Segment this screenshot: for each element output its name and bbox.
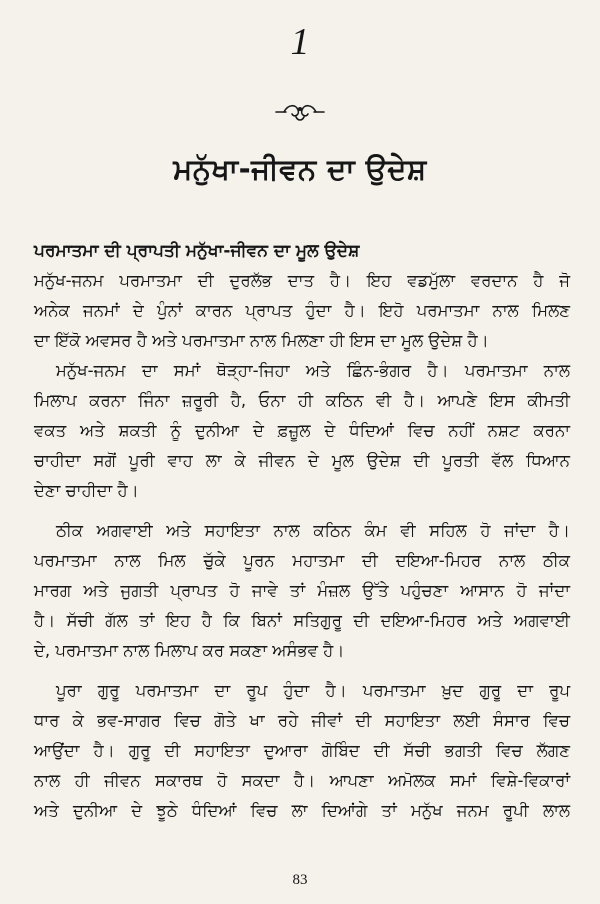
text-line: ਪਰਮਾਤਮਾ ਨਾਲ ਮਿਲ ਚੁੱਕੇ ਪੂਰਨ ਮਹਾਤਮਾ ਦੀ ਦਇਆ-ਮਿਹਰ ਨਾਲ ਠੀਕ	[34, 551, 570, 570]
text-line: ਠੀਕ ਅਗਵਾਈ ਅਤੇ ਸਹਾਇਤਾ ਨਾਲ ਕਠਿਨ ਕੰਮ ਵੀ ਸਹਿਲ ਹੋ ਜਾਂਦਾ ਹੈ।	[56, 521, 570, 540]
text-line: ਮਨੁੱਖ-ਜਨਮ ਪਰਮਾਤਮਾ ਦੀ ਦੁਰਲੱਭ ਦਾਤ ਹੈ। ਇਹ ਵਡਮੁੱਲਾ ਵਰਦਾਨ ਹੈ ਜੋ	[34, 271, 570, 290]
text-line: ਮਿਲਾਪ ਕਰਨਾ ਜਿੰਨਾ ਜ਼ਰੂਰੀ ਹੈ, ਓਨਾ ਹੀ ਕਠਿਨ ਵੀ ਹੈ। ਆਪਣੇ ਇਸ ਕੀਮਤੀ	[34, 391, 570, 410]
text-line: ਵਕਤ ਅਤੇ ਸ਼ਕਤੀ ਨੂੰ ਦੁਨੀਆ ਦੇ ਫ਼ਜ਼ੂਲ ਦੇ ਧੰਦਿਆਂ ਵਿਚ ਨਹੀਂ ਨਸ਼ਟ ਕਰਨਾ	[34, 421, 570, 440]
text-line: ਅਨੇਕ ਜਨਮਾਂ ਦੇ ਪੁੰਨਾਂ ਕਾਰਨ ਪ੍ਰਾਪਤ ਹੁੰਦਾ ਹੈ। ਇਹੋ ਪਰਮਾਤਮਾ ਨਾਲ ਮਿਲਣ	[34, 301, 570, 320]
text-line: ਨਾਲ ਹੀ ਜੀਵਨ ਸਕਾਰਥ ਹੋ ਸਕਦਾ ਹੈ। ਆਪਣਾ ਅਮੋਲਕ ਸਮਾਂ ਵਿਸ਼ੇ-ਵਿਕਾਰਾਂ	[34, 771, 570, 790]
text-line: ਅਤੇ ਦੁਨੀਆ ਦੇ ਝੂਠੇ ਧੰਦਿਆਂ ਵਿਚ ਲਾ ਦਿਆਂਗੇ ਤਾਂ ਮਨੁੱਖ ਜਨਮ ਰੂਪੀ ਲਾਲ	[34, 801, 570, 820]
chapter-title: ਮਨੁੱਖਾ-ਜੀਵਨ ਦਾ ਉਦੇਸ਼	[173, 152, 427, 186]
text-line: ਮਨੁੱਖ-ਜਨਮ ਦਾ ਸਮਾਂ ਥੋੜ੍ਹਾ-ਜਿਹਾ ਅਤੇ ਛਿੰਨ-ਭੰਗਰ ਹੈ। ਪਰਮਾਤਮਾ ਨਾਲ	[56, 361, 570, 380]
chapter-number: 1	[290, 21, 310, 63]
text-line: ਧਾਰ ਕੇ ਭਵ-ਸਾਗਰ ਵਿਚ ਗੋਤੇ ਖਾ ਰਹੇ ਜੀਵਾਂ ਦੀ ਸਹਾਇਤਾ ਲਈ ਸੰਸਾਰ ਵਿਚ	[34, 711, 570, 730]
swirl-ornament-icon	[0, 100, 600, 124]
text-line: ਚਾਹੀਦਾ ਸਗੋਂ ਪੂਰੀ ਵਾਹ ਲਾ ਕੇ ਜੀਵਨ ਦੇ ਮੂਲ ਉਦੇਸ਼ ਦੀ ਪੂਰਤੀ ਵੱਲ ਧਿਆਨ	[34, 451, 570, 470]
page-body	[34, 236, 570, 826]
text-line: ਦੇ, ਪਰਮਾਤਮਾ ਨਾਲ ਮਿਲਾਪ ਕਰ ਸਕਣਾ ਅਸੰਭਵ ਹੈ।	[34, 641, 345, 660]
text-line: ਦਾ ਇੱਕੋ ਅਵਸਰ ਹੈ ਅਤੇ ਪਰਮਾਤਮਾ ਨਾਲ ਮਿਲਣਾ ਹੀ ਇਸ ਦਾ ਮੂਲ ਉਦੇਸ਼ ਹੈ।	[34, 331, 489, 350]
page-number: 83	[292, 872, 308, 888]
text-line: ਦੇਣਾ ਚਾਹੀਦਾ ਹੈ।	[34, 481, 139, 500]
text-line: ਹੈ। ਸੱਚੀ ਗੱਲ ਤਾਂ ਇਹ ਹੈ ਕਿ ਬਿਨਾਂ ਸਤਿਗੁਰੂ ਦੀ ਦਇਆ-ਮਿਹਰ ਅਤੇ ਅਗਵਾਈ	[34, 611, 570, 630]
text-line: ਆਉਂਦਾ ਹੈ। ਗੁਰੂ ਦੀ ਸਹਾਇਤਾ ਦੁਆਰਾ ਗੋਬਿੰਦ ਦੀ ਸੱਚੀ ਭਗਤੀ ਵਿਚ ਲੱਗਣ	[34, 741, 570, 760]
paragraph-4	[34, 676, 570, 826]
paragraph-1	[34, 266, 570, 356]
section-heading: ਪਰਮਾਤਮਾ ਦੀ ਪ੍ਰਾਪਤੀ ਮਨੁੱਖਾ-ਜੀਵਨ ਦਾ ਮੂਲ ਉਦੇਸ਼	[34, 241, 360, 261]
paragraph-2	[34, 356, 570, 506]
paragraph-3	[34, 516, 570, 666]
text-line: ਮਾਰਗ ਅਤੇ ਜੁਗਤੀ ਪ੍ਰਾਪਤ ਹੋ ਜਾਵੇ ਤਾਂ ਮੰਜ਼ਲ ਉੱਤੇ ਪਹੁੰਚਣਾ ਆਸਾਨ ਹੋ ਜਾਂਦਾ	[34, 581, 570, 600]
text-line: ਪੂਰਾ ਗੁਰੂ ਪਰਮਾਤਮਾ ਦਾ ਰੂਪ ਹੁੰਦਾ ਹੈ। ਪਰਮਾਤਮਾ ਖ਼ੁਦ ਗੁਰੂ ਦਾ ਰੂਪ	[56, 681, 570, 700]
